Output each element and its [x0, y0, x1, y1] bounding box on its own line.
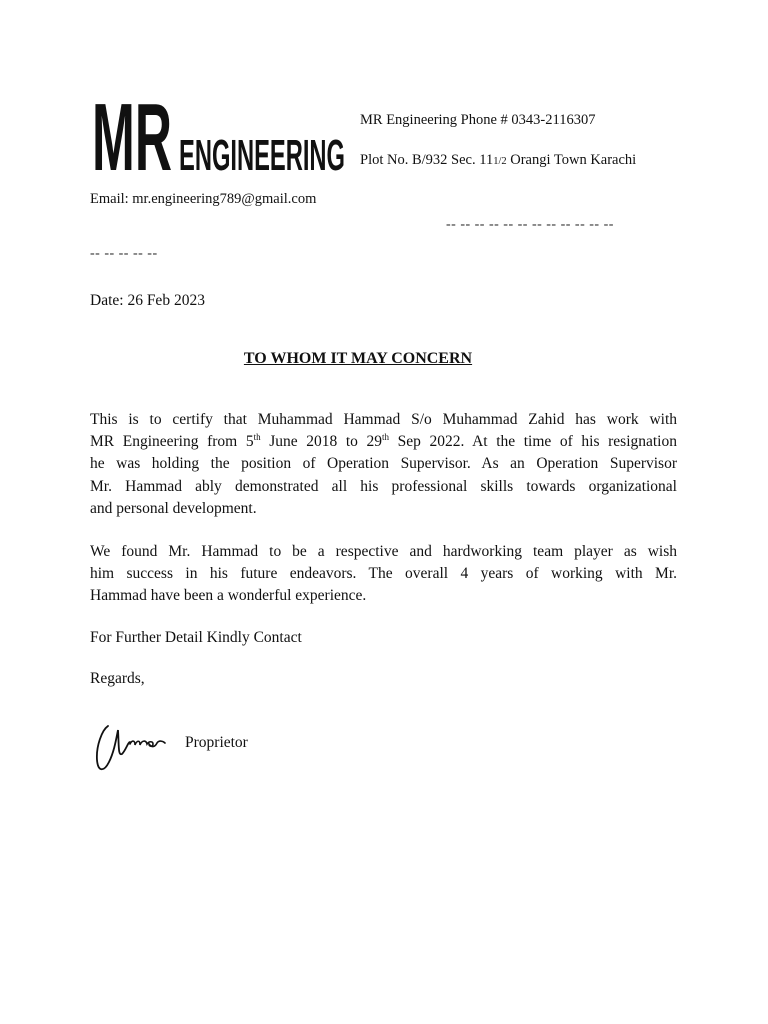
paragraph-1-line-1: This is to certify that Muhammad Hammad S/o Muhammad Zahid has work with [90, 411, 677, 428]
paragraph-2-line-2: him success in his future endeavors. The overall 4 years of working with Mr. [90, 565, 677, 583]
paragraph-1-line-2 [90, 431, 677, 453]
paragraph-1-line-3: he was holding the position of Operation Supervisor. As an Operation Supervisor [90, 455, 677, 473]
ordinal-suffix: th [382, 432, 390, 443]
text-segment: June 2018 to 29 [260, 433, 382, 451]
signatory-title: Proprietor [185, 734, 248, 751]
text-segment: Sep 2022. At the time of his resignation [389, 433, 677, 451]
address-prefix: Plot No. B/932 Sec. 11 [360, 152, 494, 168]
letter-date: Date: 26 Feb 2023 [90, 292, 205, 309]
address-line [360, 152, 636, 169]
dashed-rule-2: -- -- -- -- -- [90, 246, 158, 261]
signature-image [92, 716, 182, 776]
letter-subject: TO WHOM IT MAY CONCERN [243, 350, 473, 367]
paragraph-1 [90, 409, 677, 520]
company-logo [92, 96, 347, 176]
paragraph-1-line-4: Mr. Hammad ably demonstrated all his professional skills towards organizational [90, 477, 677, 495]
text-segment: MR Engineering from 5 [90, 433, 254, 451]
email-line: Email: mr.engineering789@gmail.com [90, 191, 317, 207]
phone-line: MR Engineering Phone # 0343-2116307 [360, 112, 596, 128]
logo-word-mr: MR [92, 96, 172, 176]
paragraph-2-line-1: We found Mr. Hammad to be a respective and hardworking team player as wish [90, 543, 677, 560]
contact-line: For Further Detail Kindly Contact [90, 629, 302, 646]
paragraph-2 [90, 541, 677, 608]
ordinal-suffix: th [253, 432, 261, 443]
dashed-rule-1: -- -- -- -- -- -- -- -- -- -- -- -- [446, 217, 614, 232]
paragraph-2-line-3: Hammad have been a wonderful experience. [90, 587, 367, 605]
paragraph-1-line-5: and personal development. [90, 499, 257, 517]
address-fraction: 1/2 [493, 156, 507, 167]
logo-word-engineering: ENGINEERING [179, 131, 345, 176]
address-suffix: Orangi Town Karachi [506, 152, 637, 168]
closing-line: Regards, [90, 670, 145, 687]
